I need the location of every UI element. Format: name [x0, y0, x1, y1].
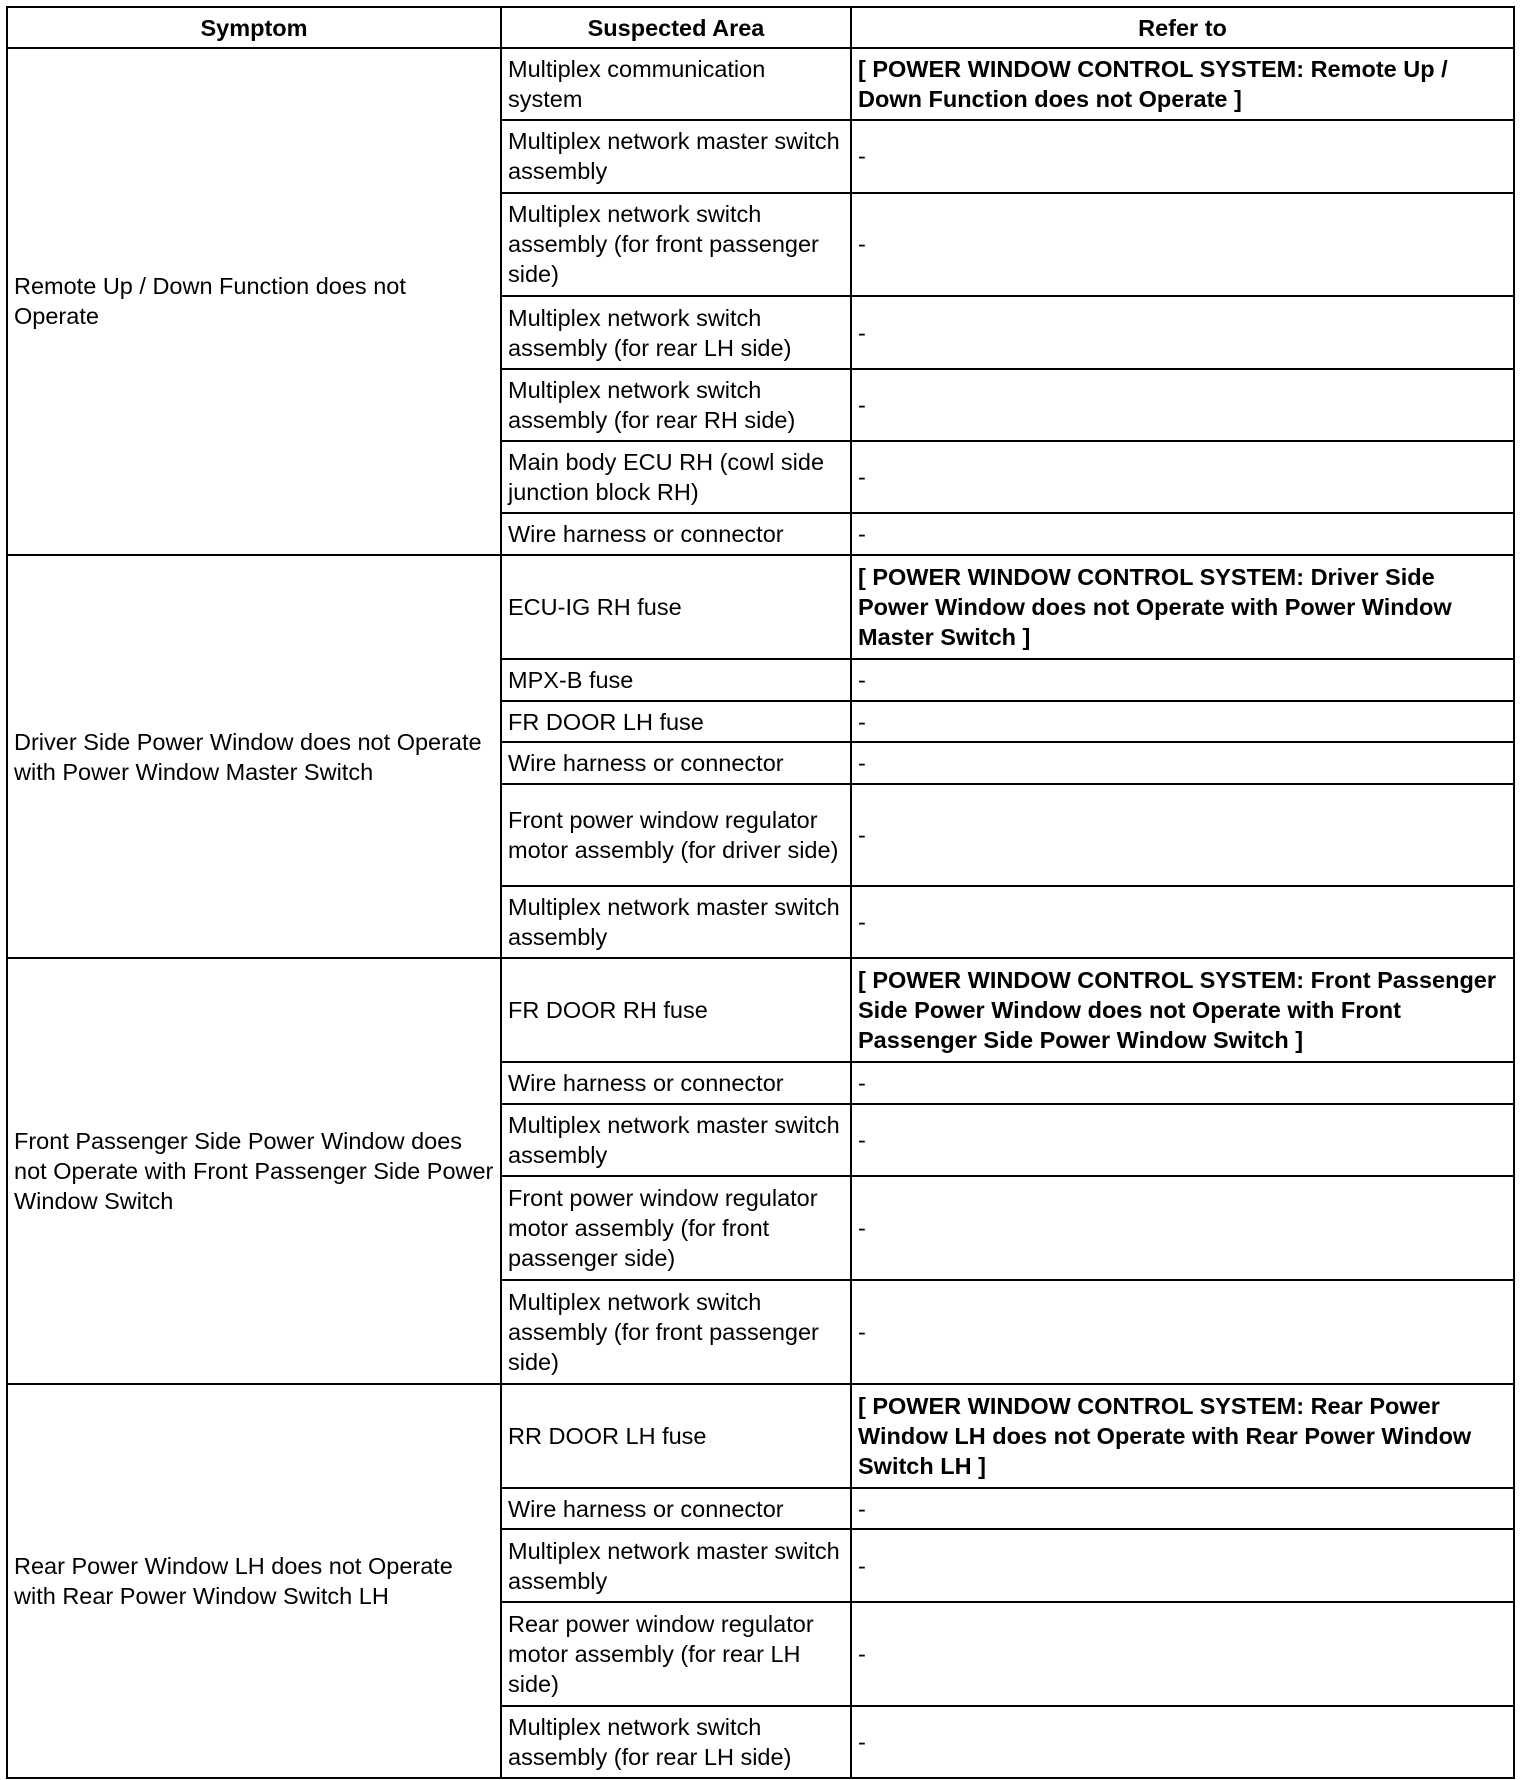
suspected-area-cell: Wire harness or connector — [501, 513, 851, 555]
header-symptom: Symptom — [7, 7, 501, 48]
refer-to-cell: - — [851, 1488, 1514, 1530]
suspected-area-cell: Multiplex network master switch assembly — [501, 120, 851, 192]
refer-to-cell: - — [851, 1062, 1514, 1104]
refer-to-cell: - — [851, 1104, 1514, 1176]
refer-to-cell: [ POWER WINDOW CONTROL SYSTEM: Front Passenger Side Power Window does not Operate with Front Passenger Side Power Window Switch ] — [851, 958, 1514, 1062]
suspected-area-cell: FR DOOR LH fuse — [501, 701, 851, 743]
refer-to-cell: - — [851, 1280, 1514, 1384]
suspected-area-cell: Multiplex network switch assembly (for rear LH side) — [501, 296, 851, 368]
symptom-cell: Driver Side Power Window does not Operate with Power Window Master Switch — [7, 555, 501, 958]
refer-to-cell: [ POWER WINDOW CONTROL SYSTEM: Rear Power Window LH does not Operate with Rear Power Window Switch LH ] — [851, 1384, 1514, 1488]
refer-to-cell: - — [851, 513, 1514, 555]
header-suspected-area: Suspected Area — [501, 7, 851, 48]
table-row — [7, 958, 1514, 1062]
suspected-area-cell: Wire harness or connector — [501, 1062, 851, 1104]
suspected-area-cell: Front power window regulator motor assembly (for front passenger side) — [501, 1176, 851, 1280]
suspected-area-cell: Multiplex communication system — [501, 48, 851, 120]
refer-to-cell: - — [851, 296, 1514, 368]
refer-to-cell: - — [851, 1529, 1514, 1601]
troubleshooting-table — [6, 6, 1515, 1779]
suspected-area-cell: Multiplex network switch assembly (for front passenger side) — [501, 1280, 851, 1384]
suspected-area-cell: Wire harness or connector — [501, 742, 851, 784]
suspected-area-cell: Wire harness or connector — [501, 1488, 851, 1530]
table-body — [7, 48, 1514, 1778]
suspected-area-cell: MPX-B fuse — [501, 659, 851, 701]
refer-to-cell: - — [851, 1706, 1514, 1778]
refer-to-cell: - — [851, 441, 1514, 513]
table-row — [7, 48, 1514, 120]
refer-to-cell: [ POWER WINDOW CONTROL SYSTEM: Driver Side Power Window does not Operate with Power Window Master Switch ] — [851, 555, 1514, 659]
suspected-area-cell: Multiplex network master switch assembly — [501, 1529, 851, 1601]
suspected-area-cell: Main body ECU RH (cowl side junction block RH) — [501, 441, 851, 513]
table-row — [7, 555, 1514, 659]
header-row — [7, 7, 1514, 48]
refer-to-cell: - — [851, 701, 1514, 743]
symptom-cell: Rear Power Window LH does not Operate with Rear Power Window Switch LH — [7, 1384, 501, 1778]
refer-to-cell: - — [851, 886, 1514, 958]
refer-to-cell: - — [851, 742, 1514, 784]
refer-to-cell: - — [851, 120, 1514, 192]
header-refer-to: Refer to — [851, 7, 1514, 48]
suspected-area-cell: RR DOOR LH fuse — [501, 1384, 851, 1488]
suspected-area-cell: Rear power window regulator motor assembly (for rear LH side) — [501, 1602, 851, 1706]
refer-to-cell: - — [851, 659, 1514, 701]
suspected-area-cell: Multiplex network switch assembly (for rear RH side) — [501, 369, 851, 441]
suspected-area-cell: Multiplex network switch assembly (for rear LH side) — [501, 1706, 851, 1778]
suspected-area-cell: Multiplex network master switch assembly — [501, 886, 851, 958]
refer-to-cell: - — [851, 193, 1514, 297]
symptom-cell: Front Passenger Side Power Window does not Operate with Front Passenger Side Power Window Switch — [7, 958, 501, 1384]
refer-to-cell: [ POWER WINDOW CONTROL SYSTEM: Remote Up / Down Function does not Operate ] — [851, 48, 1514, 120]
suspected-area-cell: ECU-IG RH fuse — [501, 555, 851, 659]
refer-to-cell: - — [851, 1602, 1514, 1706]
suspected-area-cell: Front power window regulator motor assembly (for driver side) — [501, 784, 851, 886]
symptom-cell: Remote Up / Down Function does not Operate — [7, 48, 501, 555]
refer-to-cell: - — [851, 369, 1514, 441]
suspected-area-cell: Multiplex network master switch assembly — [501, 1104, 851, 1176]
refer-to-cell: - — [851, 1176, 1514, 1280]
suspected-area-cell: Multiplex network switch assembly (for front passenger side) — [501, 193, 851, 297]
refer-to-cell: - — [851, 784, 1514, 886]
suspected-area-cell: FR DOOR RH fuse — [501, 958, 851, 1062]
table-row — [7, 1384, 1514, 1488]
